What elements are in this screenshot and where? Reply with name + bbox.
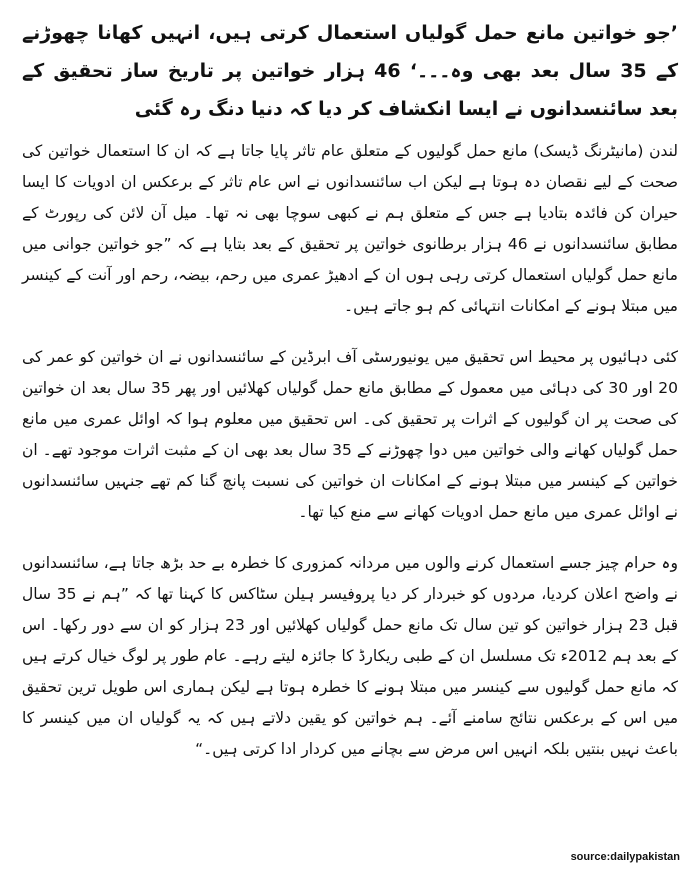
article-paragraph-1: لندن (مانیٹرنگ ڈیسک) مانع حمل گولیوں کے متعلق عام تاثر پایا جاتا ہے کہ ان کا استعمال خواتین کی صحت کے لیے نقصان دہ ہوتا ہے لیکن اب سائنسدانوں نے اس عام تاثر کے برعکس ان ادویات کا ایسا حیران کن فائدہ بتادیا ہے جس کے متعلق ہم نے کبھی سوچا بھی نہ تھا۔ میل آن لائن کی رپورٹ کے مطابق سائنسدانوں نے 46 ہزار برطانوی خواتین پر تحقیق کے بعد بتایا ہے کہ ”جو خواتین جوانی میں مانع حمل گولیاں استعمال کرتی رہی ہوں ان کے ادھیڑ عمری میں رحم، بیضہ، رحم اور آنت کے کینسر میں مبتلا ہونے کے امکانات انتہائی کم ہو جاتے ہیں۔ xyxy=(22,142,678,315)
source-credit: source:dailypakistan xyxy=(570,851,680,863)
article-paragraph-2: کئی دہائیوں پر محیط اس تحقیق میں یونیورسٹی آف ابرڈین کے سائنسدانوں نے ان خواتین کو عمر کی 20 اور 30 کی دہائی میں معمول کے مطابق مانع حمل گولیاں کھلائیں اور پھر 35 سال بعد ان خواتین کی صحت پر ان گولیوں کے اثرات پر تحقیق کی۔ اس تحقیق میں معلوم ہوا کہ اوائل عمری میں مانع حمل گولیاں کھانے والی خواتین میں دوا چھوڑنے کے 35 سال بعد بھی ان کے مثبت اثرات موجود تھے۔ ان خواتین کے کینسر میں مبتلا ہونے کے امکانات ان خواتین کی نسبت پانچ گنا کم تھے جنہیں سائنسدانوں نے اوائل عمری میں مانع حمل ادویات کھانے سے منع کیا تھا۔ xyxy=(22,348,679,521)
article-paragraph-3: وہ حرام چیز جسے استعمال کرنے والوں میں مردانہ کمزوری کا خطرہ بے حد بڑھ جاتا ہے، سائنسدانوں نے واضح اعلان کردیا، مردوں کو خبردار کر دیا پروفیسر ہیلن سٹاکس کا کہنا تھا کہ ”ہم نے 35 سال قبل 23 ہزار خواتین کو تین سال تک مانع حمل گولیاں کھلائیں اور 23 ہزار کو ان سے دور رکھا۔ اس کے بعد ہم 2012ء تک مسلسل ان کے طبی ریکارڈ کا جائزہ لیتے رہے۔ عام طور پر لوگ خیال کرتے ہیں کہ مانع حمل گولیوں سے کینسر میں مبتلا ہونے کا خطرہ ہوتا ہے لیکن ہماری اس طویل ترین تحقیق میں اس کے برعکس نتائج سامنے آئے۔ ہم خواتین کو یقین دلاتے ہیں کہ یہ گولیاں ان میں کینسر کا باعث نہیں بنتیں بلکہ انہیں اس مرض سے بچانے میں کردار ادا کرتی ہیں۔“ xyxy=(22,554,678,758)
article-headline: ’جو خواتین مانع حمل گولیاں استعمال کرتی ہیں، انہیں کھانا چھوڑنے کے 35 سال بعد بھی وہ۔۔۔‘ 46 ہزار خواتین پر تاریخ ساز تحقیق کے بعد سائنسدانوں نے ایسا انکشاف کر دیا کہ دنیا دنگ رہ گئی xyxy=(22,22,679,120)
news-article xyxy=(22,14,678,785)
